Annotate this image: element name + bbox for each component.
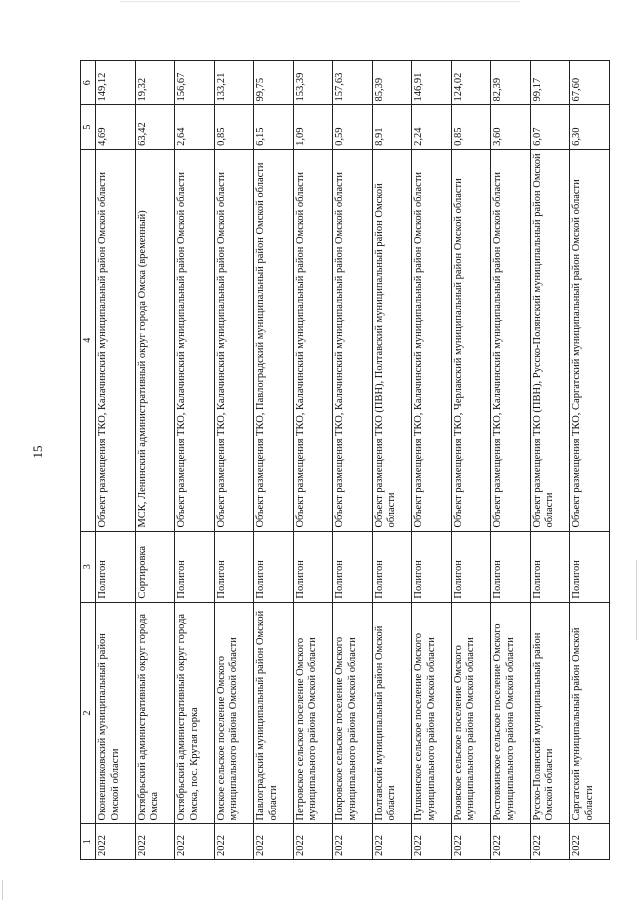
column-header-5: 5: [81, 105, 96, 149]
table-row: [451, 61, 491, 860]
source-territory-cell: Покровское сельское поселение Омского муниципального района Омской области: [333, 602, 373, 824]
distance-cell: 156,67: [175, 61, 215, 105]
table-header-row: [81, 61, 96, 860]
volume-cell: 6,15: [254, 105, 294, 149]
volume-cell: 8,91: [372, 105, 412, 149]
facility-type-cell: Полигон: [570, 531, 610, 602]
source-territory-cell: Пушкинское сельское поселение Омского муниципального района Омской области: [412, 602, 452, 824]
volume-cell: 4,69: [96, 105, 136, 149]
distance-cell: 153,39: [293, 61, 333, 105]
volume-cell: 6,30: [570, 105, 610, 149]
table-row: [254, 61, 294, 860]
destination-facility-cell: Объект размещения ТКО (ПВН), Полтавский муниципальный район Омской области: [372, 149, 412, 531]
facility-type-cell: Полигон: [214, 531, 254, 602]
column-header-1: 1: [81, 824, 96, 860]
volume-cell: 1,09: [293, 105, 333, 149]
facility-type-cell: Полигон: [372, 531, 412, 602]
destination-facility-cell: Объект размещения ТКО, Павлоградский муниципальный район Омской области: [254, 149, 294, 531]
table-row: [412, 61, 452, 860]
scan-artifact: [120, 1, 520, 2]
distance-cell: 99,75: [254, 61, 294, 105]
source-territory-cell: Павлоградский муниципальный район Омской области: [254, 602, 294, 824]
volume-cell: 3,60: [491, 105, 531, 149]
volume-cell: 2,64: [175, 105, 215, 149]
volume-cell: 0,85: [451, 105, 491, 149]
facility-type-cell: Полигон: [333, 531, 373, 602]
year-cell: 2022: [214, 824, 254, 860]
destination-facility-cell: Объект размещения ТКО, Калачинский муниципальный район Омской области: [412, 149, 452, 531]
distance-cell: 99,17: [530, 61, 570, 105]
distance-cell: 133,21: [214, 61, 254, 105]
table-row: [293, 61, 333, 860]
destination-facility-cell: Объект размещения ТКО, Калачинский муниципальный район Омской области: [175, 149, 215, 531]
column-header-2: 2: [81, 602, 96, 824]
destination-facility-cell: Объект размещения ТКО, Калачинский муниципальный район Омской области: [96, 149, 136, 531]
year-cell: 2022: [333, 824, 373, 860]
year-cell: 2022: [96, 824, 136, 860]
facility-type-cell: Полигон: [96, 531, 136, 602]
table-row: [333, 61, 373, 860]
year-cell: 2022: [372, 824, 412, 860]
year-cell: 2022: [254, 824, 294, 860]
distance-cell: 67,60: [570, 61, 610, 105]
year-cell: 2022: [451, 824, 491, 860]
destination-facility-cell: Объект размещения ТКО, Саргатский муниципальный район Омской области: [570, 149, 610, 531]
facility-type-cell: Сортировка: [135, 531, 175, 602]
volume-cell: 6,07: [530, 105, 570, 149]
volume-cell: 63,42: [135, 105, 175, 149]
year-cell: 2022: [412, 824, 452, 860]
destination-facility-cell: МСК, Ленинский административный округ города Омска (временный): [135, 149, 175, 531]
destination-facility-cell: Объект размещения ТКО, Калачинский муниципальный район Омской области: [293, 149, 333, 531]
distance-cell: 146,91: [412, 61, 452, 105]
destination-facility-cell: Объект размещения ТКО, Калачинский муниципальный район Омской области: [491, 149, 531, 531]
volume-cell: 0,85: [214, 105, 254, 149]
year-cell: 2022: [570, 824, 610, 860]
year-cell: 2022: [530, 824, 570, 860]
table-container: [80, 60, 610, 860]
facility-type-cell: Полигон: [175, 531, 215, 602]
column-header-4: 4: [81, 149, 96, 531]
source-territory-cell: Оконешниковский муниципальный район Омской области: [96, 602, 136, 824]
destination-facility-cell: Объект размещения ТКО, Калачинский муниципальный район Омской области: [214, 149, 254, 531]
year-cell: 2022: [491, 824, 531, 860]
source-territory-cell: Омское сельское поселение Омского муниципального района Омской области: [214, 602, 254, 824]
source-territory-cell: Русско-Полянский муниципальный район Омской области: [530, 602, 570, 824]
distance-cell: 82,39: [491, 61, 531, 105]
facility-type-cell: Полигон: [491, 531, 531, 602]
source-territory-cell: Ростовкинское сельское поселение Омского муниципального района Омской области: [491, 602, 531, 824]
destination-facility-cell: Объект размещения ТКО, Калачинский муниципальный район Омской области: [333, 149, 373, 531]
distance-cell: 19,32: [135, 61, 175, 105]
table-row: [175, 61, 215, 860]
distance-cell: 149,12: [96, 61, 136, 105]
source-territory-cell: Октябрьский административный округ города Омска, пос. Крутая горка: [175, 602, 215, 824]
column-header-3: 3: [81, 531, 96, 602]
facility-type-cell: Полигон: [254, 531, 294, 602]
facility-type-cell: Полигон: [412, 531, 452, 602]
table-row: [530, 61, 570, 860]
destination-facility-cell: Объект размещения ТКО, Черлакский муниципальный район Омской области: [451, 149, 491, 531]
source-territory-cell: Октябрьский административный округ города Омска: [135, 602, 175, 824]
distance-cell: 124,02: [451, 61, 491, 105]
facility-type-cell: Полигон: [293, 531, 333, 602]
year-cell: 2022: [175, 824, 215, 860]
year-cell: 2022: [293, 824, 333, 860]
table-row: [135, 61, 175, 860]
source-territory-cell: Петровское сельское поселение Омского муниципального района Омской области: [293, 602, 333, 824]
source-territory-cell: Розовское сельское поселение Омского муниципального района Омской области: [451, 602, 491, 824]
column-header-6: 6: [81, 61, 96, 105]
year-cell: 2022: [135, 824, 175, 860]
facility-type-cell: Полигон: [451, 531, 491, 602]
source-territory-cell: Полтавский муниципальный район Омской области: [372, 602, 412, 824]
page-number: 15: [30, 445, 45, 459]
table-row: [96, 61, 136, 860]
volume-cell: 0,59: [333, 105, 373, 149]
destination-facility-cell: Объект размещения ТКО (ПВН), Русско-Полянский муниципальный район Омской области: [530, 149, 570, 531]
source-territory-cell: Саргатский муниципальный район Омской области: [570, 602, 610, 824]
waste-routing-table: [80, 60, 610, 860]
facility-type-cell: Полигон: [530, 531, 570, 602]
scan-artifact: [636, 560, 637, 640]
table-row: [214, 61, 254, 860]
distance-cell: 157,63: [333, 61, 373, 105]
distance-cell: 85,39: [372, 61, 412, 105]
scan-artifact: [2, 880, 3, 900]
table-row: [570, 61, 610, 860]
volume-cell: 2,24: [412, 105, 452, 149]
table-row: [372, 61, 412, 860]
table-row: [491, 61, 531, 860]
